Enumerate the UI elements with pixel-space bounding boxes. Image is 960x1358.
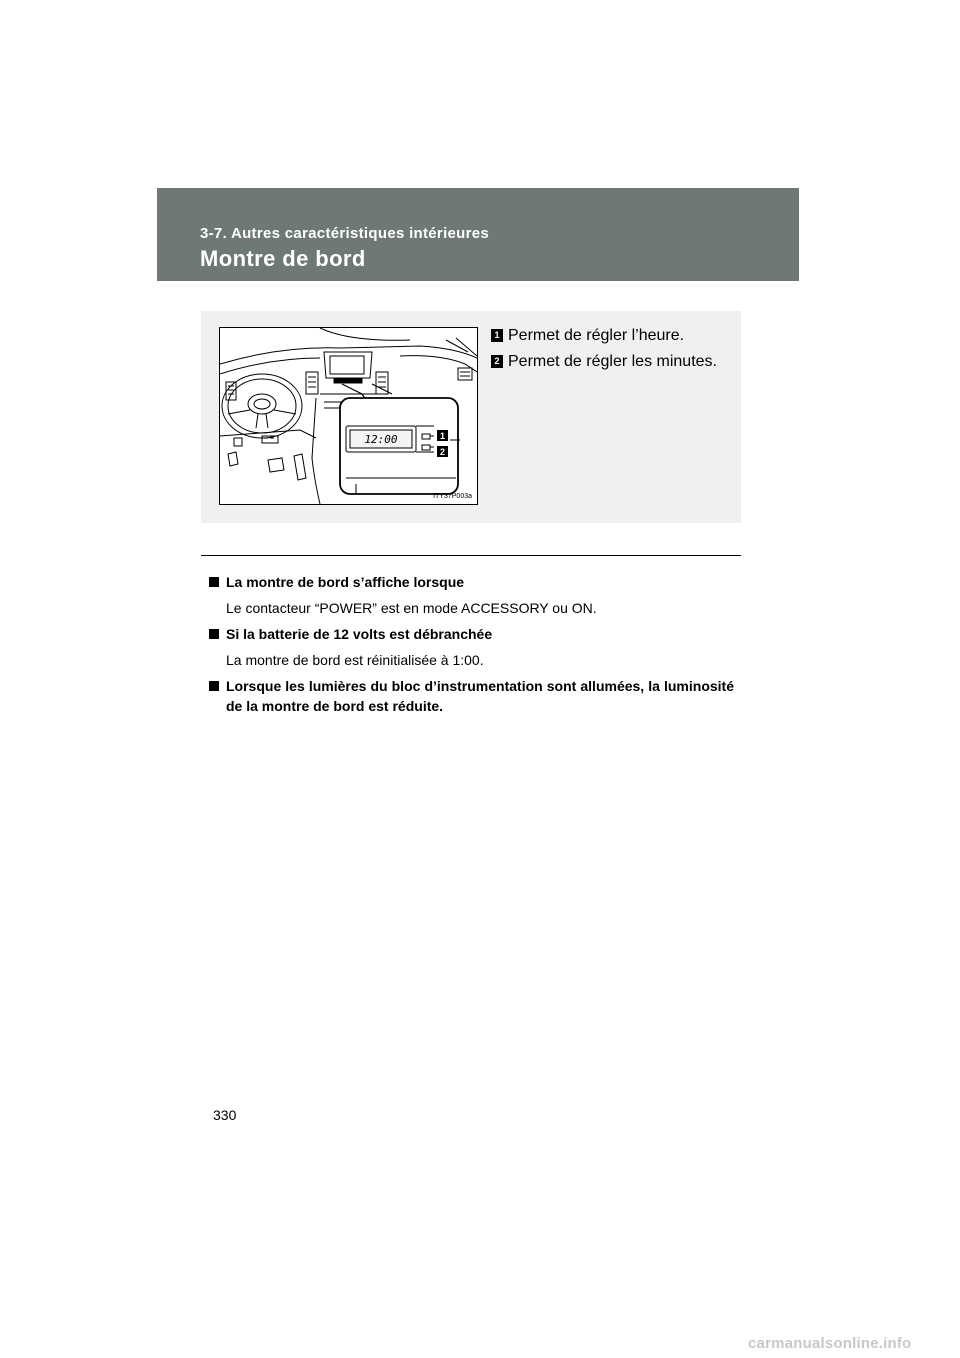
note-item <box>209 624 734 670</box>
bullet-square-icon <box>209 629 219 639</box>
page-title: Montre de bord <box>200 246 366 271</box>
chapter-header <box>157 188 799 281</box>
note-item <box>209 572 734 618</box>
note-heading-2 <box>209 624 734 644</box>
caption-text-1: Permet de régler l’heure. <box>508 327 685 344</box>
dashboard-clock-illustration <box>219 327 478 505</box>
watermark: carmanualsonline.info <box>748 1335 912 1352</box>
note-heading-text: La montre de bord s’affiche lorsque <box>226 574 465 590</box>
figure-panel <box>201 311 741 523</box>
caption-item-2 <box>491 349 718 374</box>
caption-number-2: 2 <box>491 355 503 368</box>
note-body-text: La montre de bord est réinitialisée à 1:00. <box>226 652 484 668</box>
bullet-square-icon <box>209 681 219 691</box>
note-heading-text: Si la batterie de 12 volts est débranchée <box>226 626 493 642</box>
notes-list <box>209 572 734 722</box>
callout-2-label: 2 <box>439 447 446 457</box>
note-heading-1 <box>209 572 734 592</box>
bullet-square-icon <box>209 577 219 587</box>
caption-item-1 <box>491 323 718 348</box>
note-body-text: Le contacteur “POWER” est en mode ACCESSORY ou ON. <box>226 600 597 616</box>
caption-number-1: 1 <box>491 329 503 342</box>
section-divider <box>201 555 741 556</box>
page-number: 330 <box>213 1107 237 1123</box>
note-item <box>209 676 734 716</box>
clock-time-readout: 12:00 <box>364 433 398 446</box>
caption-text-2: Permet de régler les minutes. <box>508 353 717 370</box>
note-heading-3 <box>209 676 734 716</box>
figure-code: ITY37P003a <box>433 493 472 500</box>
note-heading-text: Lorsque les lumières du bloc d’instrumentation sont allumées, la luminosité de la montre de bord est réduite. <box>226 678 734 714</box>
callout-1-label: 1 <box>439 431 446 441</box>
section-label: 3-7. Autres caractéristiques intérieures <box>200 225 490 242</box>
dashboard-drawing <box>220 328 477 504</box>
